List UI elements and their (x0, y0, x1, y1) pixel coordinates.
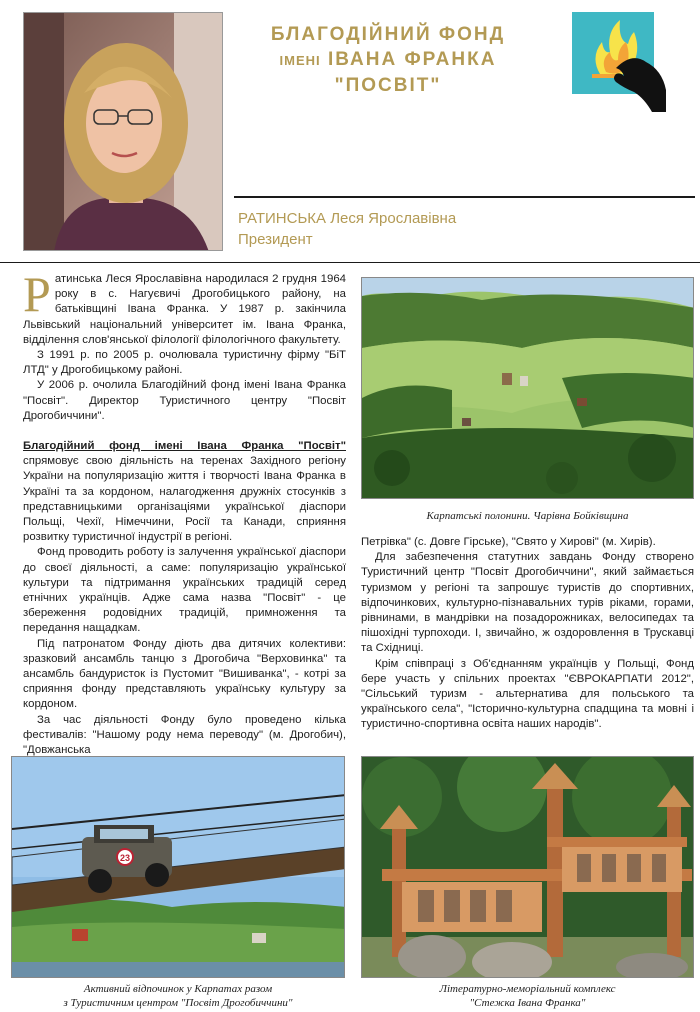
paragraph-diaspora: Фонд проводить роботу із залучення української діаспори до своєї діяльності, а саме: популяризацію української культури та підтримання українських традицій серед етнічних українців. Адже сама назва "Посвіт" - це збереження родовідних традицій, примноження та передання нащадкам. (23, 546, 346, 635)
caption-jeep-bridge-line-2: з Туристичним центром "Посвіт Дрогобиччини" (63, 997, 293, 1009)
paragraph-bio-1-text: атинська Леся Ярославівна народилася 2 грудня 1964 року в с. Нагуєвичі Дрогобицького району, на батьківщині Івана Франка. У 1987 р. закінчила Львівський національний університет ім. Івана Франка, відділення слов'янської філології філологічного факультету. (23, 273, 346, 346)
drop-cap: Р (23, 266, 51, 322)
paragraph-bio-1 (23, 266, 346, 348)
title-line-2-small: ІМЕНІ (279, 53, 321, 68)
person-role: Президент (238, 231, 313, 248)
caption-franko-path-line-1: Літературно-меморіальний комплекс (439, 983, 616, 995)
foundation-title (248, 22, 528, 98)
paragraph-bio-3: У 2006 р. очолила Благодійний фонд імені Івана Франка "Посвіт". Директор Туристичного центру "Посвіт Дрогобиччини". (23, 379, 346, 422)
title-line-1: БЛАГОДІЙНИЙ ФОНД (270, 24, 506, 45)
caption-carpathian-meadows: Карпатські полонини. Чарівна Бойківщина (426, 510, 629, 522)
caption-franko-path-memorial (361, 982, 694, 1010)
caption-jeep-bridge-line-1: Активний відпочинок у Карпатах разом (83, 983, 273, 995)
header-rule (234, 196, 695, 198)
paragraph-collectives: Під патронатом Фонду діють два дитячих колективи: зразковий ансамбль танцю з Дрогобича "Верховинка" та ансамбль бандуристок із Пустомит "Вишиванка", - котрі за сприяння фонду представляють українську культуру за кордоном. (23, 637, 346, 711)
caption-jeep-bridge (11, 982, 345, 1010)
caption-franko-path-line-2: "Стежка Івана Франка" (469, 997, 586, 1009)
jeep-number-plate: 23 (120, 853, 131, 863)
title-line-2-main: ІВАНА ФРАНКА (327, 49, 497, 70)
section-rule (0, 262, 700, 263)
article-column-right (361, 535, 694, 733)
paragraph-tourism-center: Для забезпечення статутних завдань Фонду створено Туристичний центр "Посвіт Дрогобиччини", який займається туризмом у регіоні та запрошує туристів до спортивних, відпочинкових, культурно-пізнавальних турів ріками, горами, рівнинами, в мандрівки на позадорожниках, велосипедах та пішохідні турпоходи. І, звичайно, ж оздоровлення в Трускавці та Східниці. (361, 551, 694, 655)
paragraph-festivals-cont: Петрівка" (с. Довге Гірське), "Свято у Хирові" (м. Хирів). (361, 536, 656, 548)
paragraph-festivals: За час діяльності Фонду було проведено кілька фестивалів: "Нашому роду нема переводу" (м. Дрогобич), "Довжанська (23, 713, 346, 757)
person-name: РАТИНСЬКА Леся Ярославівна (238, 210, 457, 227)
portrait-photo (23, 12, 223, 251)
foundation-name-bold: Благодійний фонд імені Івана Франка "Посвіт" (23, 440, 346, 453)
title-line-2 (248, 47, 528, 73)
flame-hand-logo (572, 12, 666, 112)
title-line-3: "ПОСВІТ" (334, 75, 442, 96)
paragraph-foundation (23, 439, 346, 545)
paragraph-projects: Крім співпраці з Об'єднанням українців у Польщі, Фонд бере участь у спільних проектах "ЄВРОКАРПАТИ 2012", "Сільський туризм - альтернатива для польського та українського села", "Історично-культурна спадщина та мовні і туристично-спортивна освіта наших народів". (361, 657, 694, 731)
article-column-left (23, 266, 346, 758)
photo-carpathian-meadows (361, 277, 694, 499)
paragraph-bio-2: З 1991 р. по 2005 р. очолювала туристичну фірму "БіТ ЛТД" у Дрогобицькому районі. (23, 349, 346, 377)
photo-jeep-bridge (11, 756, 345, 978)
photo-franko-path-memorial (361, 756, 694, 978)
paragraph-foundation-text: спрямовує свою діяльність на теренах Західного регіону України на популяризацію життя і творчості Івана Франка в Україні та за кордоном, налагодження дружніх стосунків з представницькими організаціями української діаспори Польщі, Чехії, Німеччини, Росії та Канади, сприяння розвитку туристичної індустрії в регіоні. (23, 455, 346, 544)
